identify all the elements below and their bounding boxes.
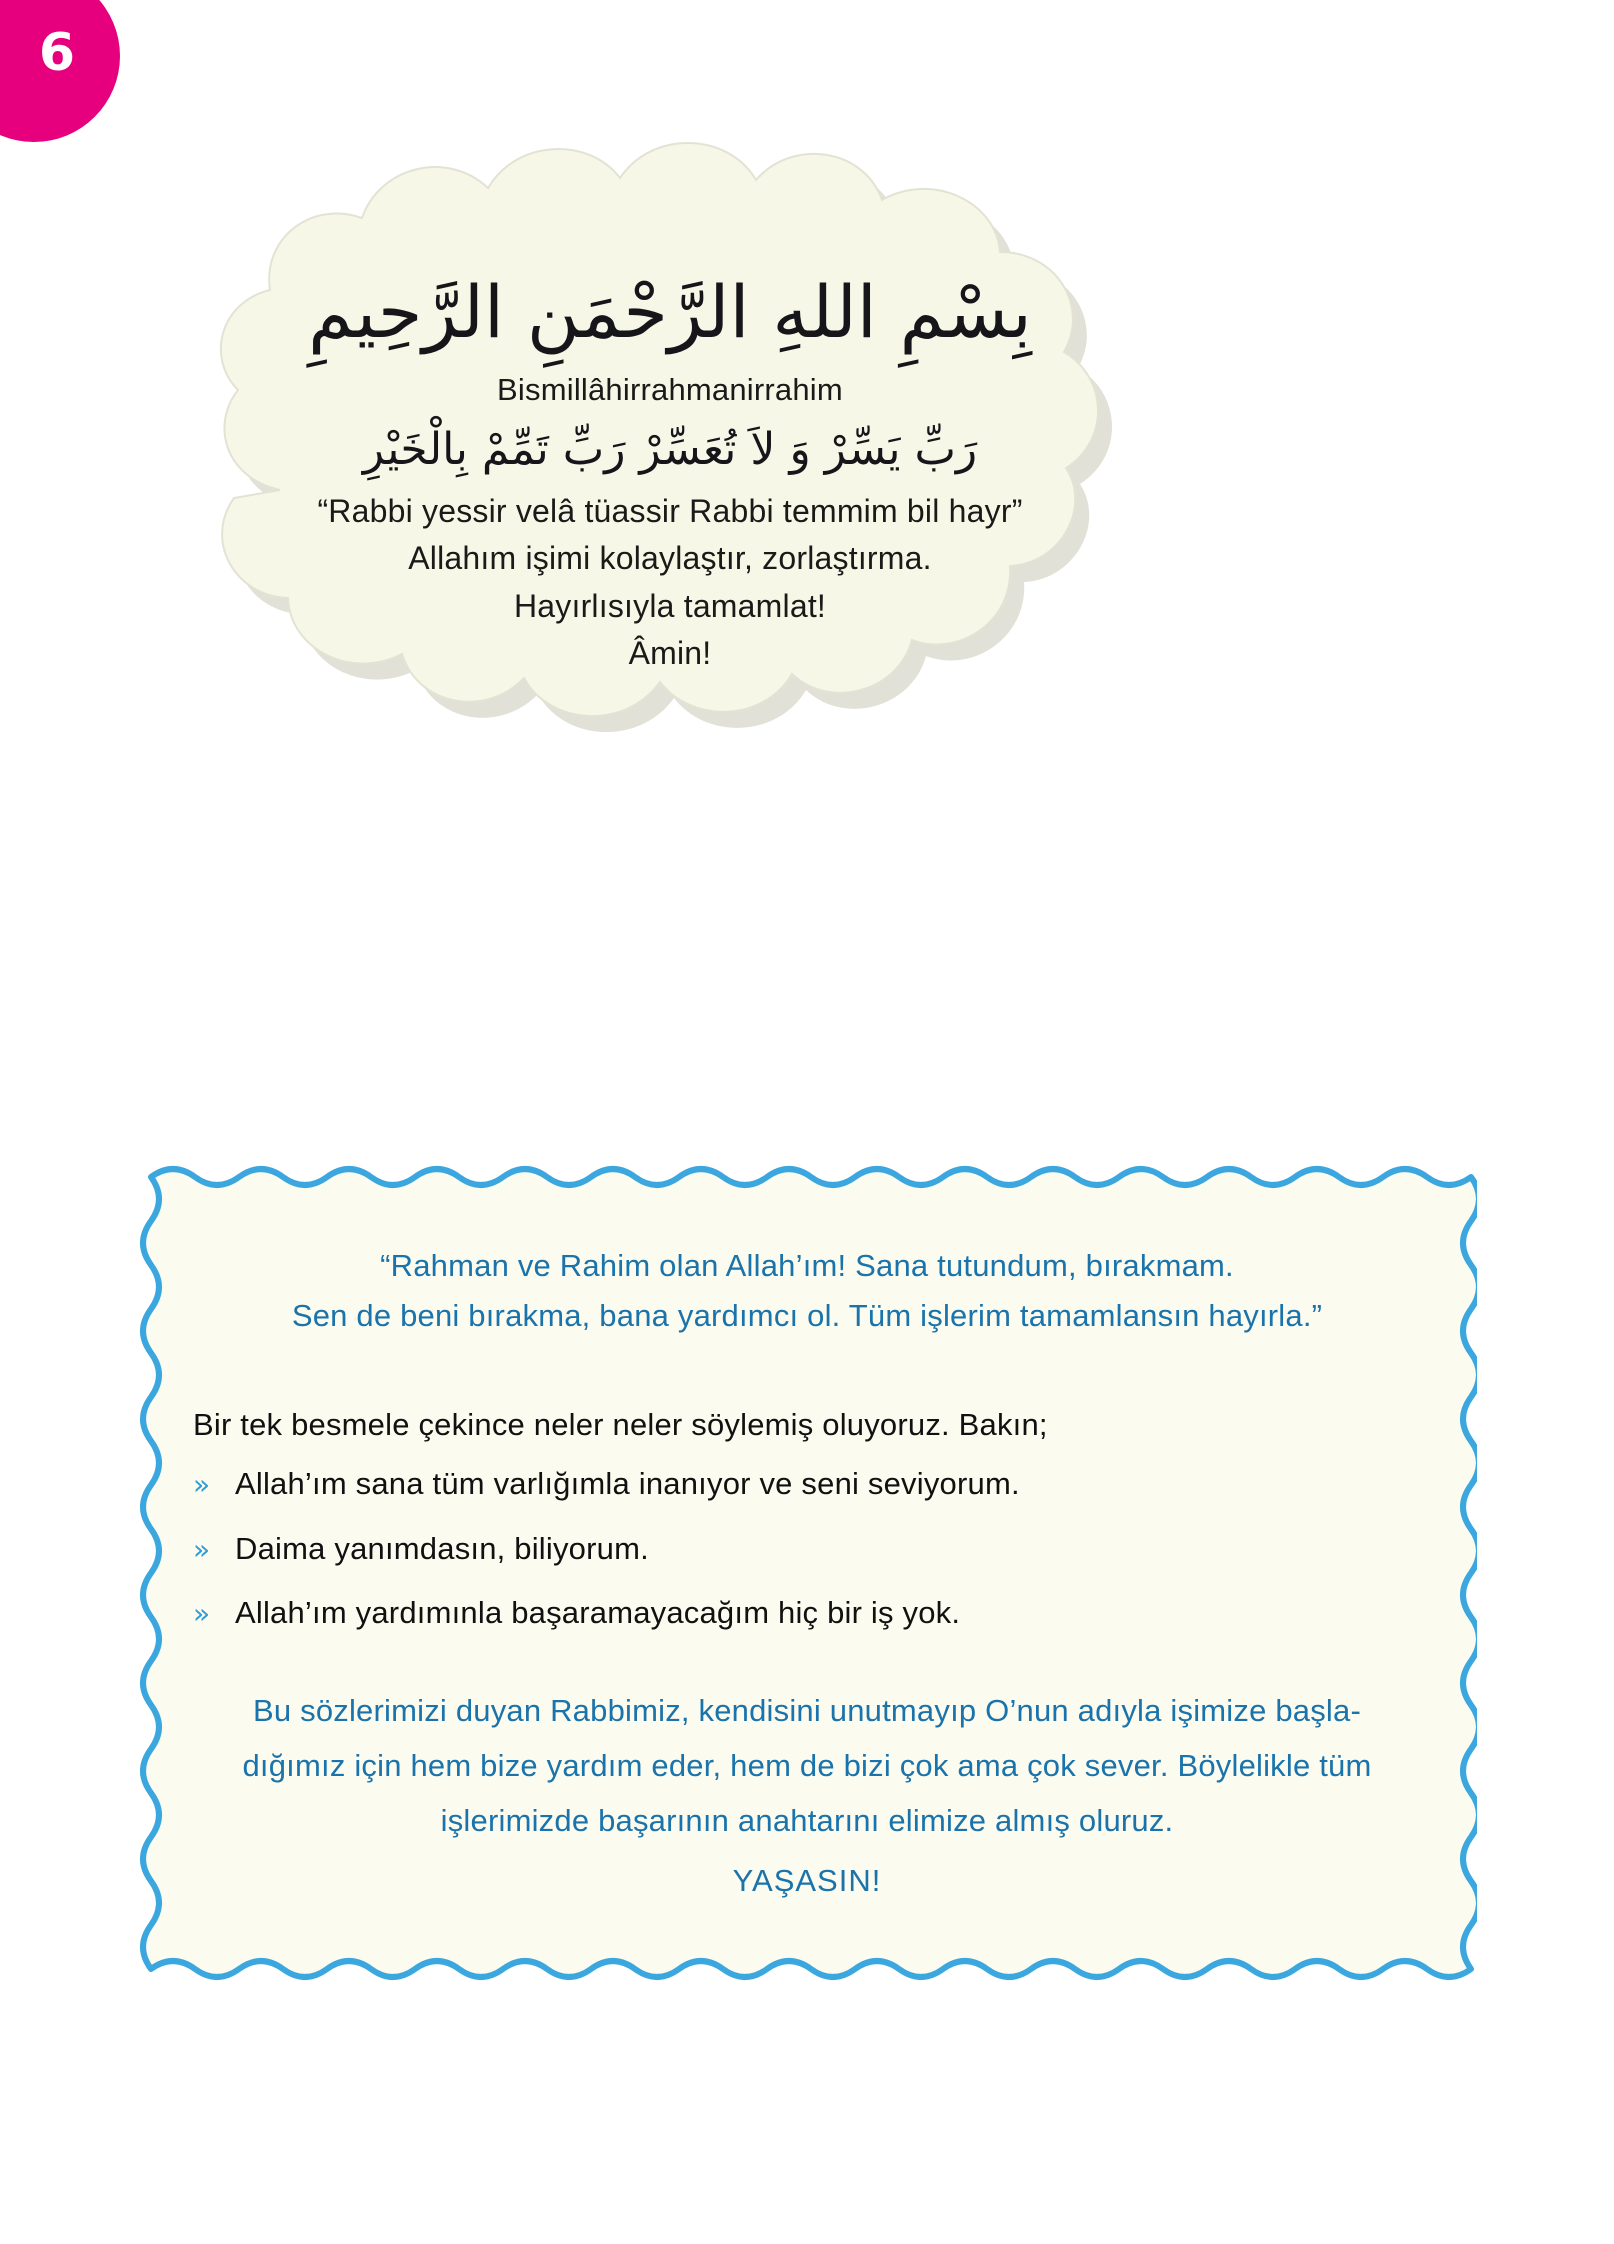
- list-item-label: Daima yanımdasın, biliyorum.: [235, 1530, 649, 1566]
- page-number-label: 6: [38, 23, 76, 83]
- info-panel-content: [137, 1163, 1477, 2029]
- dua-translation-line-1: Allahım işimi kolaylaştır, zorlaştırma.: [408, 540, 932, 577]
- dua-transliteration: “Rabbi yessir velâ tüassir Rabbi temmim bil hayr”: [317, 492, 1023, 529]
- closing-paragraph: [189, 1683, 1425, 1908]
- closing-line-1: Bu sözlerimizi duyan Rabbimiz, kendisini unutmayıp O’nun adıyla işimize başla-: [253, 1693, 1361, 1728]
- double-chevron-right-icon: »: [193, 1468, 211, 1502]
- list-item: [193, 1530, 1425, 1567]
- list-item: [193, 1465, 1425, 1502]
- intro-text: Bir tek besmele çekince neler neler söylemiş oluyoruz. Bakın;: [193, 1407, 1048, 1443]
- closing-line-3: işlerimizde başarının anahtarını elimize almış oluruz.: [440, 1803, 1174, 1839]
- arabic-dua-text: رَبِّ يَسِّرْ وَ لاَ تُعَسِّرْ رَبِّ تَمِّمْ بِالْخَيْرِ: [362, 423, 978, 475]
- prayer-quote-line-1: “Rahman ve Rahim olan Allah’ım! Sana tutundum, bırakmam.: [380, 1248, 1234, 1283]
- cloud-text-block: [190, 260, 1150, 678]
- page-number-badge: [0, 0, 120, 142]
- double-chevron-right-icon: »: [193, 1596, 211, 1630]
- dua-translation-amin: Âmin!: [628, 635, 712, 671]
- closing-line-2: dığımız için hem bize yardım eder, hem de bizi çok ama çok sever. Böylelikle tüm: [242, 1748, 1372, 1784]
- basmala-transliteration: Bismillâhirrahmanirrahim: [497, 372, 843, 408]
- benefits-list: [189, 1465, 1425, 1631]
- list-item: [193, 1594, 1425, 1631]
- prayer-quote-line-2: Sen de beni bırakma, bana yardımcı ol. Tüm işlerim tamamlansın hayırla.”: [291, 1298, 1323, 1334]
- arabic-basmala-text: بِسْمِ اللهِ الرَّحْمَنِ الرَّحِيمِ: [308, 270, 1032, 354]
- cheer-text: YAŞASIN!: [732, 1862, 882, 1898]
- double-chevron-right-icon: »: [193, 1532, 211, 1566]
- list-item-label: Allah’ım yardımınla başaramayacağım hiç bir iş yok.: [235, 1594, 961, 1630]
- list-item-label: Allah’ım sana tüm varlığımla inanıyor ve seni seviyorum.: [235, 1466, 1020, 1502]
- dua-translation-line-2: Hayırlısıyla tamamlat!: [513, 587, 827, 624]
- prayer-quote: [189, 1241, 1425, 1341]
- info-panel: [137, 1163, 1477, 2029]
- cloud-bubble: [130, 110, 1210, 810]
